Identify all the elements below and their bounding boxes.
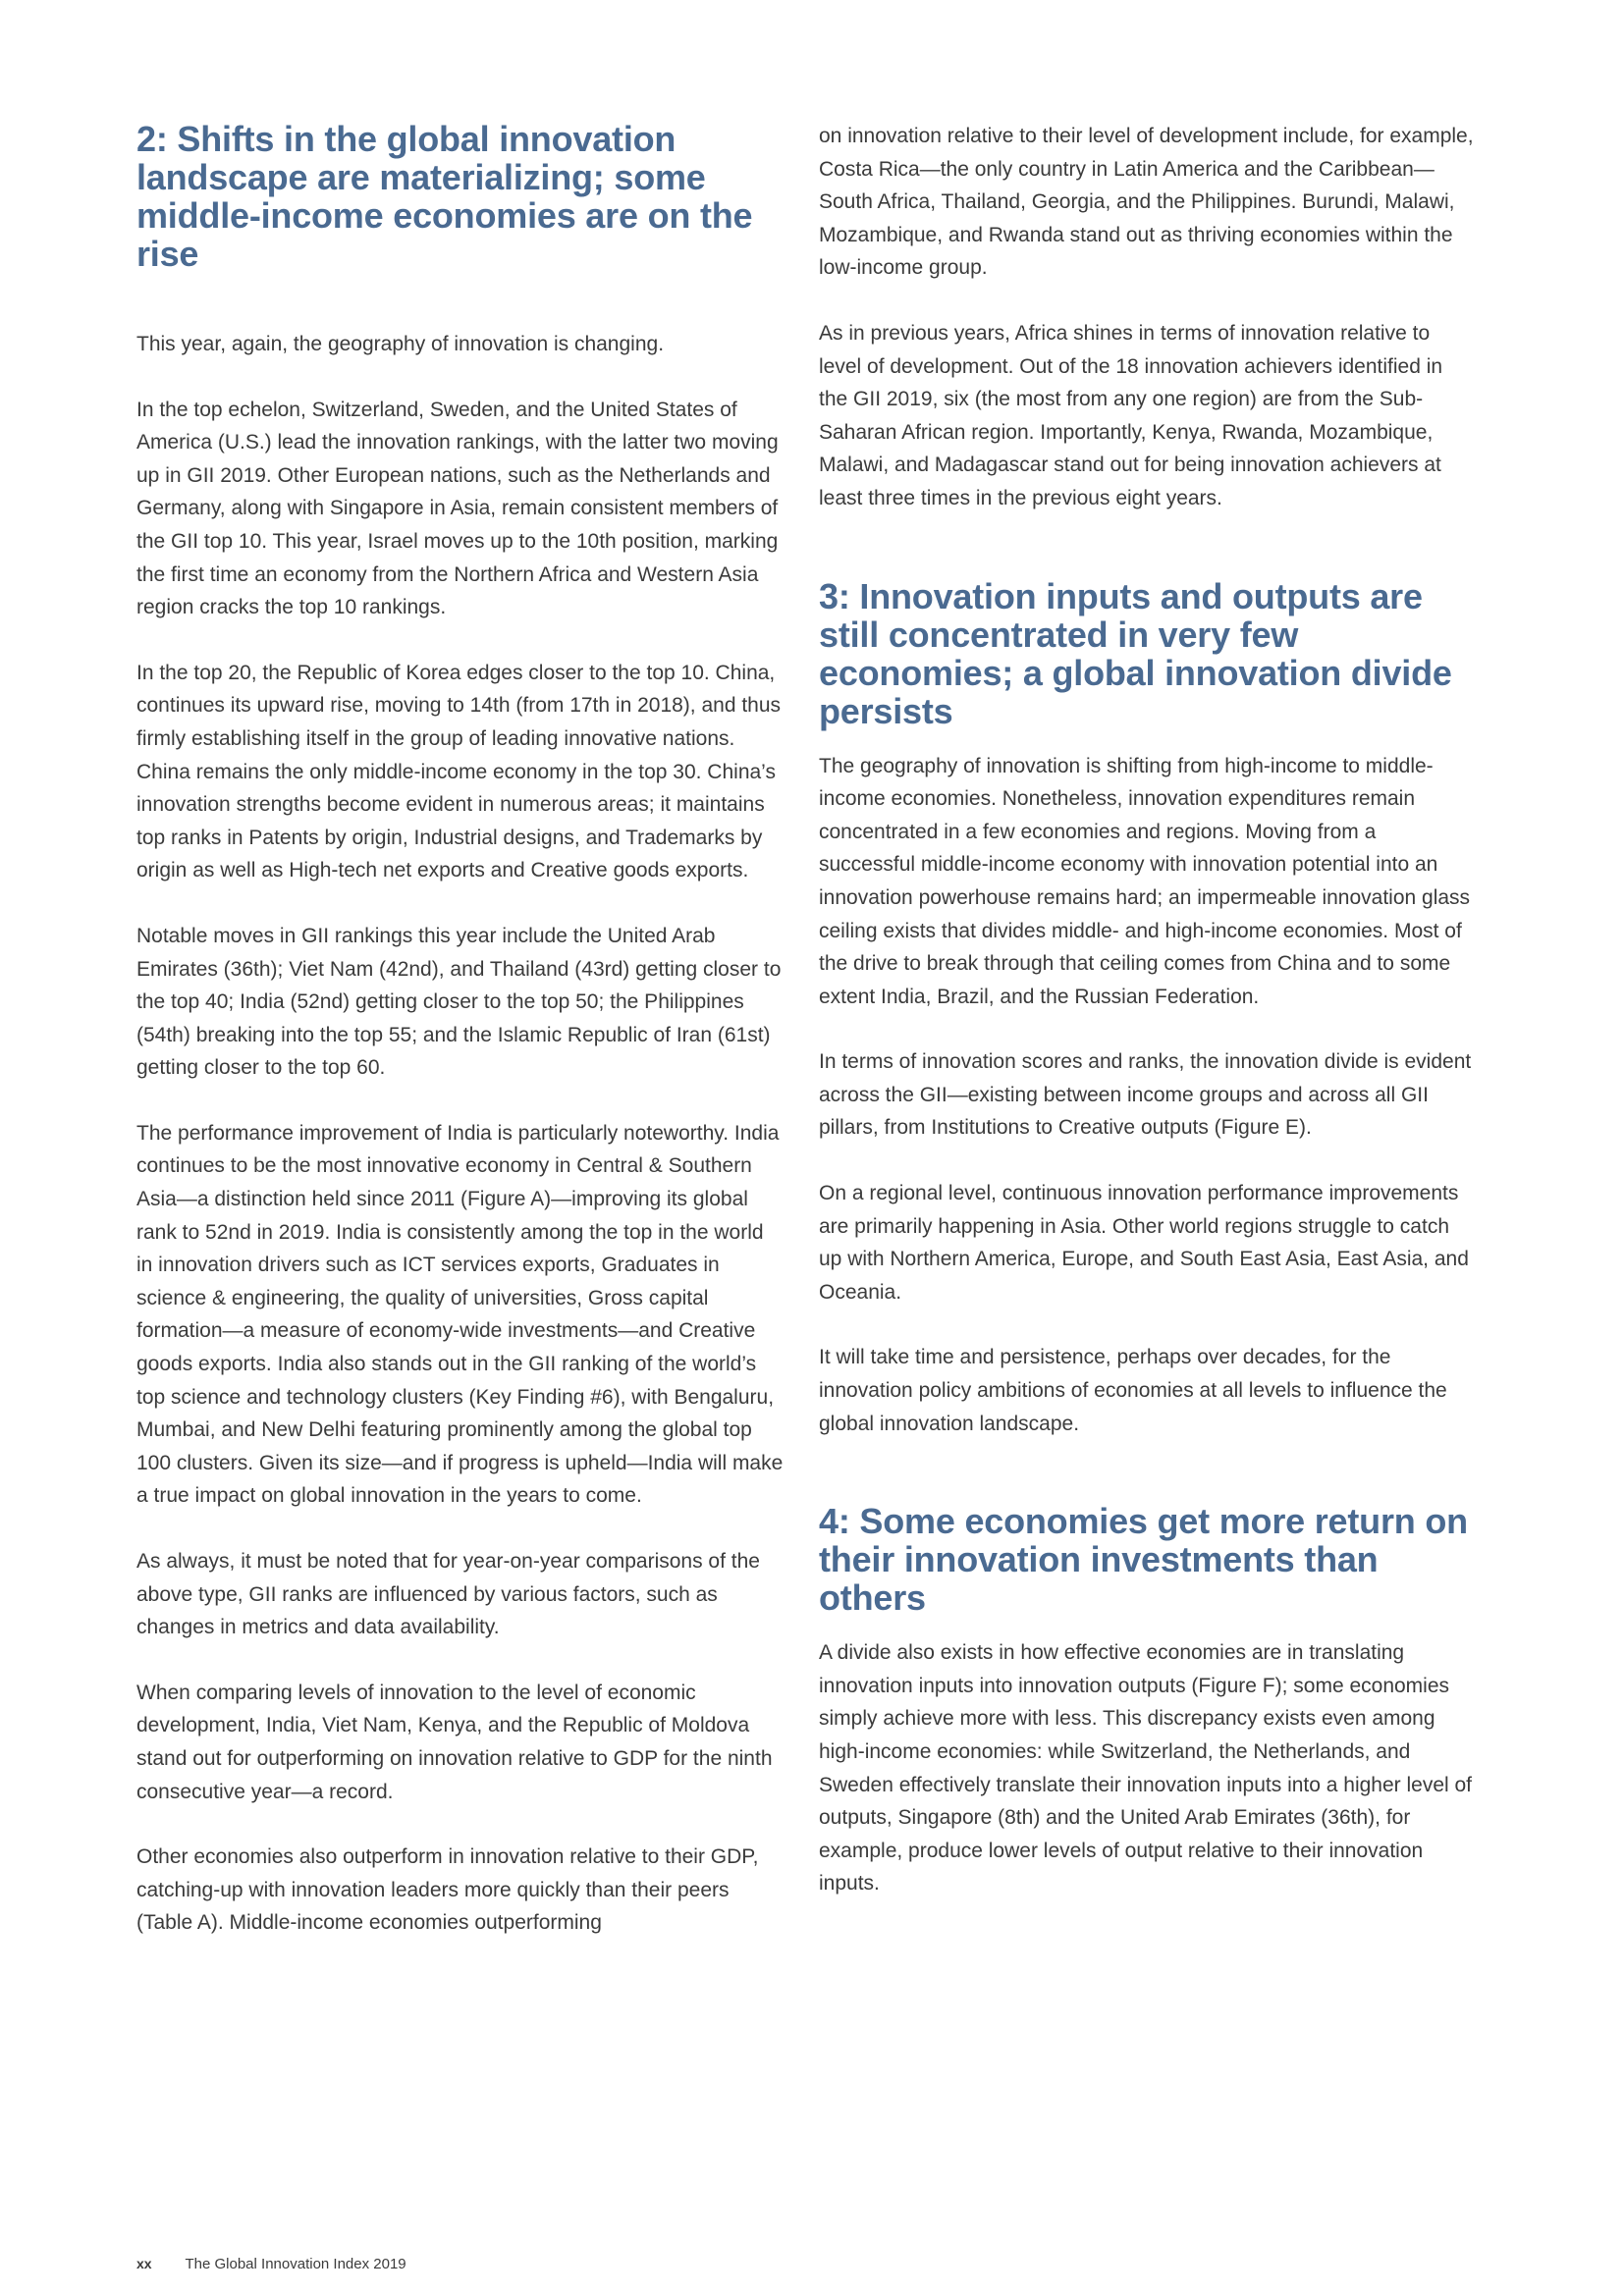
- paragraph: In the top echelon, Switzerland, Sweden, and the United States of America (U.S.) lead the innovation rankings, with the latter two moving up in GII 2019. Other European nations, such as the Netherlands and Germany, along with Singapore in Asia, remain consistent members of the GII top 10. This year, Israel moves up to the 10th position, marking the first time an economy from the Northern Africa and Western Asia region cracks the top 10 rankings.: [136, 398, 779, 619]
- paragraph: On a regional level, continuous innovation performance improvements are primarily happening in Asia. Other world regions struggle to catch up with Northern America, Europe, and South East Asia, East Asia, and Oceania.: [819, 1182, 1469, 1304]
- section-2-heading: 2: Shifts in the global innovation landscape are materializing; some middle-income economies are on the rise: [136, 119, 753, 274]
- paragraph: Other economies also outperform in innovation relative to their GDP, catching-up with innovation leaders more quickly than their peers (Table A). Middle-income economies outperforming: [136, 1845, 759, 1935]
- paragraph: When comparing levels of innovation to the level of economic development, India, Viet Nam, Kenya, and the Republic of Moldova stand out for outperforming on innovation relative to GDP for the ninth consecutive year—a record.: [136, 1681, 773, 1803]
- paragraph: This year, again, the geography of innovation is changing.: [136, 333, 665, 355]
- section-4-heading: 4: Some economies get more return on their innovation investments than others: [819, 1501, 1468, 1619]
- paragraph: Notable moves in GII rankings this year include the United Arab Emirates (36th); Viet Nam (42nd), and Thailand (43rd) getting closer to the top 40; India (52nd) getting closer to the top 50; the Philippines (54th) breaking into the top 55; and the Islamic Republic of Iran (61st) getting closer to the top 60.: [136, 924, 782, 1080]
- page-number: xx: [136, 2256, 152, 2271]
- paragraph: The geography of innovation is shifting from high-income to middle-income economies. Nonetheless, innovation expenditures remain concentrated in a few economies and regions. Moving from a successful middle-income economy with innovation potential into an innovation powerhouse remains hard; an impermeable innovation glass ceiling exists that divides middle- and high-income economies. Most of the drive to break through that ceiling comes from China and to some extent India, Brazil, and the Russian Federation.: [819, 754, 1471, 1008]
- paragraph: A divide also exists in how effective economies are in translating innovation inputs into innovation outputs (Figure F); some economies simply achieve more with less. This discrepancy exists even among high-income economies: while Switzerland, the Netherlands, and Sweden effectively translate their innovation inputs into a higher level of outputs, Singapore (8th) and the United Arab Emirates (36th), for example, produce lower levels of output relative to their innovation inputs.: [819, 1641, 1473, 1896]
- paragraph: As always, it must be noted that for year-on-year comparisons of the above type, GII ranks are influenced by various factors, such as changes in metrics and data availability.: [136, 1550, 760, 1639]
- right-column: [819, 120, 1475, 1900]
- page-footer: [136, 2255, 406, 2273]
- left-column: [136, 120, 785, 1940]
- paragraph: on innovation relative to their level of development include, for example, Costa Rica—the only country in Latin America and the Caribbean—South Africa, Thailand, Georgia, and the Philippines. Burundi, Malawi, Mozambique, and Rwanda stand out as thriving economies within the low-income group.: [819, 125, 1474, 280]
- paragraph: It will take time and persistence, perhaps over decades, for the innovation policy ambitions of economies at all levels to influence the global innovation landscape.: [819, 1346, 1447, 1435]
- paragraph: In terms of innovation scores and ranks, the innovation divide is evident across the GII—existing between income groups and across all GII pillars, from Institutions to Creative outputs (Figure E).: [819, 1050, 1472, 1140]
- paragraph: In the top 20, the Republic of Korea edges closer to the top 10. China, continues its upward rise, moving to 14th (from 17th in 2018), and thus firmly establishing itself in the group of leading innovative nations. China remains the only middle-income economy in the top 30. China’s innovation strengths become evident in numerous areas; it maintains top ranks in Patents by origin, Industrial designs, and Trademarks by origin as well as High-tech net exports and Creative goods exports.: [136, 661, 782, 882]
- section-3-heading: 3: Innovation inputs and outputs are still concentrated in very few economies; a global innovation divide persists: [819, 575, 1452, 731]
- publication-title: The Global Innovation Index 2019: [185, 2256, 406, 2272]
- paragraph: As in previous years, Africa shines in terms of innovation relative to level of development. Out of the 18 innovation achievers identified in the GII 2019, six (the most from any one region) are from the Sub-Saharan African region. Importantly, Kenya, Rwanda, Mozambique, Malawi, and Madagascar stand out for being innovation achievers at least three times in the previous eight years.: [819, 321, 1443, 509]
- paragraph: The performance improvement of India is particularly noteworthy. India continues to be the most innovative economy in Central & Southern Asia—a distinction held since 2011 (Figure A)—improving its global rank to 52nd in 2019. India is consistently among the top in the world in innovation drivers such as ICT services exports, Graduates in science & engineering, the quality of universities, Gross capital formation—a measure of economy-wide investments—and Creative goods exports. India also stands out in the GII ranking of the world’s top science and technology clusters (Key Finding #6), with Bengaluru, Mumbai, and New Delhi featuring prominently among the global top 100 clusters. Given its size—and if progress is upheld—India will make a true impact on global innovation in the years to come.: [136, 1121, 784, 1508]
